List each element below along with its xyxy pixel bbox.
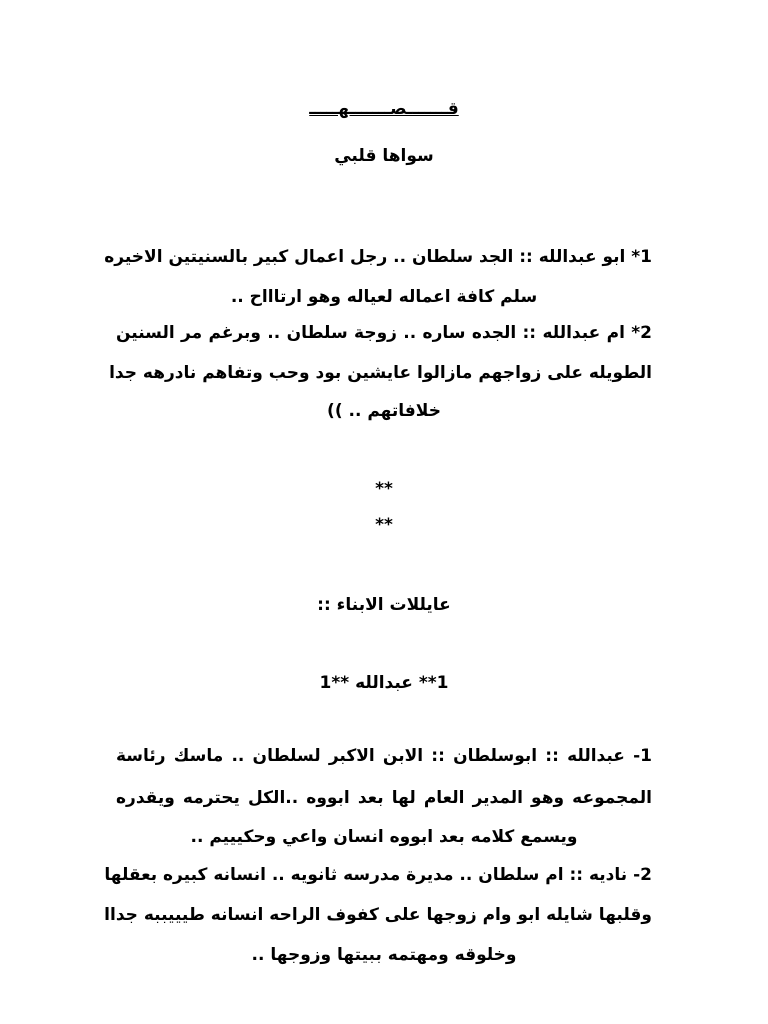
intro-line-1: 1* ابو عبدالله :: الجد سلطان .. رجل اعمال كبير بالسنيتين الاخيره: [104, 247, 652, 267]
family-line-2: المجموعه وهو المدير العام لها بعد ابووه ..الكل يحترمه ويقدره: [116, 788, 652, 808]
family-heading: 1** عبدالله **1: [319, 673, 449, 693]
family-line-3: ويسمع كلامه بعد ابووه انسان واعي وحكيييم ..: [190, 827, 578, 847]
separator-1: **: [375, 479, 393, 499]
intro-line-2: سلم كافة اعماله لعياله وهو ارتاااح ..: [230, 287, 538, 307]
family-line-4: 2- ناديه :: ام سلطان .. مديرة مدرسه ثانويه .. انسانه كبيره بعقلها: [104, 865, 652, 885]
section-heading: عايللات الابناء ::: [317, 595, 451, 615]
family-line-6: وخلوقه ومهتمه ببيتها وزوجها ..: [251, 945, 517, 965]
family-line-1: 1- عبدالله :: ابوسلطان :: الابن الاكبر لسلطان .. ماسك رئاسة: [116, 746, 652, 766]
story-subtitle: سواها قلبي: [334, 146, 434, 166]
intro-line-4: الطويله على زواجهم مازالوا عايشين بود وحب وتفاهم نادرهه جدا: [109, 363, 652, 383]
story-title: قـــــــصـــــــهـــــ: [309, 99, 459, 119]
family-line-5: وقلبها شايله ابو وام زوجها على كفوف الراحه انسانه طيييببه جداا: [104, 905, 652, 925]
separator-2: **: [375, 515, 393, 535]
intro-line-3: 2* ام عبدالله :: الجده ساره .. زوجة سلطان .. وبرغم مر السنين: [116, 323, 652, 343]
intro-line-5: خلافاتهم .. )): [327, 401, 441, 421]
